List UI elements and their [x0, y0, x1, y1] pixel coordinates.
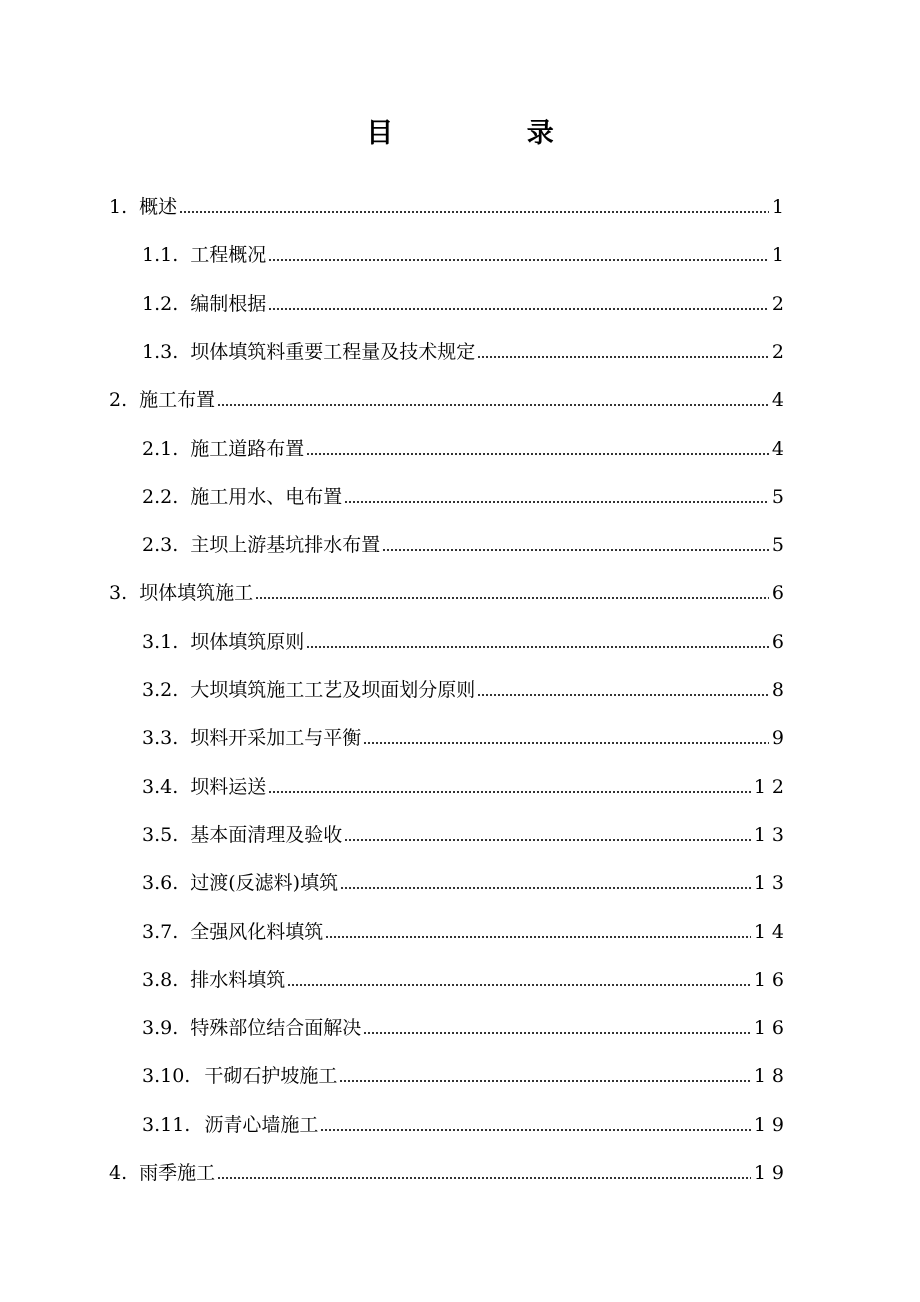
toc-entry-label: 基本面清理及验收 — [190, 823, 343, 846]
toc-entry-number: 3.8. — [142, 968, 179, 991]
toc-entry[interactable] — [142, 1103, 790, 1147]
toc-entry[interactable] — [142, 475, 790, 519]
toc-entry[interactable] — [109, 378, 790, 422]
dot-leader — [268, 308, 769, 310]
toc-entry-page: 5 — [771, 485, 790, 508]
dot-leader — [217, 1177, 751, 1179]
toc-entry-label: 概述 — [139, 196, 178, 218]
toc-entry-page: 18 — [753, 1065, 790, 1088]
toc-entry-page: 6 — [771, 582, 790, 605]
toc-entry-label: 施工用水、电布置 — [190, 485, 343, 508]
toc-entry-page: 2 — [771, 292, 790, 315]
toc-entry-page: 19 — [753, 1162, 790, 1184]
toc-entry[interactable] — [142, 620, 790, 664]
toc-entry-number: 3.2. — [142, 679, 179, 701]
toc-entry[interactable] — [142, 1054, 790, 1098]
toc-entry-number: 3.4. — [142, 775, 179, 798]
dot-leader — [363, 1032, 751, 1034]
toc-entry-page: 16 — [753, 1017, 790, 1040]
toc-entry-label: 编制根据 — [190, 292, 267, 315]
dot-leader — [340, 887, 751, 889]
toc-entry[interactable] — [142, 716, 790, 760]
toc-entry-number: 3.1. — [142, 630, 179, 653]
toc-entry-page: 6 — [771, 630, 790, 653]
toc-entry-number: 3.9. — [142, 1017, 179, 1040]
dot-leader — [382, 549, 769, 551]
toc-entry-label: 坝体填筑原则 — [190, 630, 305, 653]
toc-entry[interactable] — [109, 185, 790, 229]
toc-entry-label: 干砌石护坡施工 — [204, 1065, 338, 1088]
toc-entry-label: 坝料运送 — [190, 775, 267, 798]
toc-entry-page: 1 — [771, 244, 790, 267]
toc-entry-label: 全强风化料填筑 — [190, 920, 324, 943]
toc-entry-page: 12 — [753, 775, 790, 798]
toc-entry-number: 3.5. — [142, 823, 179, 846]
toc-entry[interactable] — [142, 668, 790, 712]
toc-entry-page: 13 — [753, 823, 790, 846]
dot-leader — [344, 501, 769, 503]
toc-entry-number: 2.3. — [142, 534, 179, 557]
toc-entry-page: 1 — [771, 196, 790, 218]
toc-entry-number: 3.6. — [142, 872, 179, 895]
dot-leader — [320, 1129, 750, 1131]
toc-entry[interactable] — [142, 958, 790, 1002]
toc-entry-label: 特殊部位结合面解决 — [190, 1017, 362, 1040]
toc-entry[interactable] — [142, 427, 790, 471]
toc-entry-page: 13 — [753, 872, 790, 895]
dot-leader — [339, 1080, 750, 1082]
toc-entry-label: 坝体填筑料重要工程量及技术规定 — [190, 340, 476, 363]
toc-entry-page: 14 — [753, 920, 790, 943]
toc-entry-page: 16 — [753, 968, 790, 991]
toc-entry[interactable] — [109, 1151, 790, 1195]
toc-entry-label: 施工布置 — [139, 389, 216, 412]
dot-leader — [325, 936, 751, 938]
toc-entry-label: 工程概况 — [190, 244, 267, 267]
toc-entry-label: 主坝上游基坑排水布置 — [190, 534, 381, 557]
dot-leader — [179, 211, 769, 213]
toc-entry-label: 沥青心墙施工 — [204, 1113, 319, 1136]
toc-entry-number: 3. — [109, 582, 128, 605]
toc-entry[interactable] — [142, 765, 790, 809]
toc-entry[interactable] — [109, 571, 790, 615]
dot-leader — [344, 839, 751, 841]
toc-entry-number: 2. — [109, 389, 128, 412]
dot-leader — [477, 694, 769, 696]
toc-entry-page: 19 — [753, 1113, 790, 1136]
dot-leader — [268, 791, 751, 793]
toc-entry[interactable] — [142, 233, 790, 277]
toc-entry-number: 2.2. — [142, 485, 179, 508]
toc-entry-page: 8 — [771, 679, 790, 701]
toc-entry-number: 1.1. — [142, 244, 179, 267]
toc-entry[interactable] — [142, 813, 790, 857]
toc-entry[interactable] — [142, 330, 790, 374]
toc-entry-number: 1. — [109, 196, 128, 218]
toc-entry[interactable] — [142, 910, 790, 954]
toc-entry-number: 3.7. — [142, 920, 179, 943]
toc-entry-number: 3.11. — [142, 1113, 191, 1136]
toc-entry-number: 1.3. — [142, 340, 179, 363]
toc-entry-page: 9 — [771, 727, 790, 750]
dot-leader — [306, 453, 769, 455]
toc-entry-label: 施工道路布置 — [190, 437, 305, 460]
dot-leader — [287, 984, 751, 986]
toc-entry-label: 大坝填筑施工工艺及坝面划分原则 — [190, 679, 476, 701]
dot-leader — [268, 259, 769, 261]
toc-entry-label: 坝体填筑施工 — [139, 582, 254, 605]
dot-leader — [255, 597, 769, 599]
toc-entry-page: 2 — [771, 340, 790, 363]
toc-entry-page: 4 — [771, 389, 790, 412]
toc-entry-number: 3.3. — [142, 727, 179, 750]
toc-entry-number: 1.2. — [142, 292, 179, 315]
toc-entry[interactable] — [142, 282, 790, 326]
toc-entry-label: 坝料开采加工与平衡 — [190, 727, 362, 750]
dot-leader — [363, 742, 769, 744]
toc-entry[interactable] — [142, 861, 790, 905]
toc-entry-label: 雨季施工 — [139, 1162, 216, 1184]
toc-entry-page: 5 — [771, 534, 790, 557]
toc-entry-number: 3.10. — [142, 1065, 191, 1088]
toc-entry-label: 过渡(反滤料)填筑 — [190, 872, 339, 895]
toc-title: 目 录 — [366, 118, 616, 149]
dot-leader — [306, 646, 769, 648]
dot-leader — [477, 356, 769, 358]
toc-entry-number: 2.1. — [142, 437, 179, 460]
toc-entry-label: 排水料填筑 — [190, 968, 286, 991]
toc-entry[interactable] — [142, 1006, 790, 1050]
dot-leader — [217, 404, 769, 406]
toc-entry-page: 4 — [771, 437, 790, 460]
toc-entry[interactable] — [142, 523, 790, 567]
toc-entry-number: 4. — [109, 1162, 128, 1184]
